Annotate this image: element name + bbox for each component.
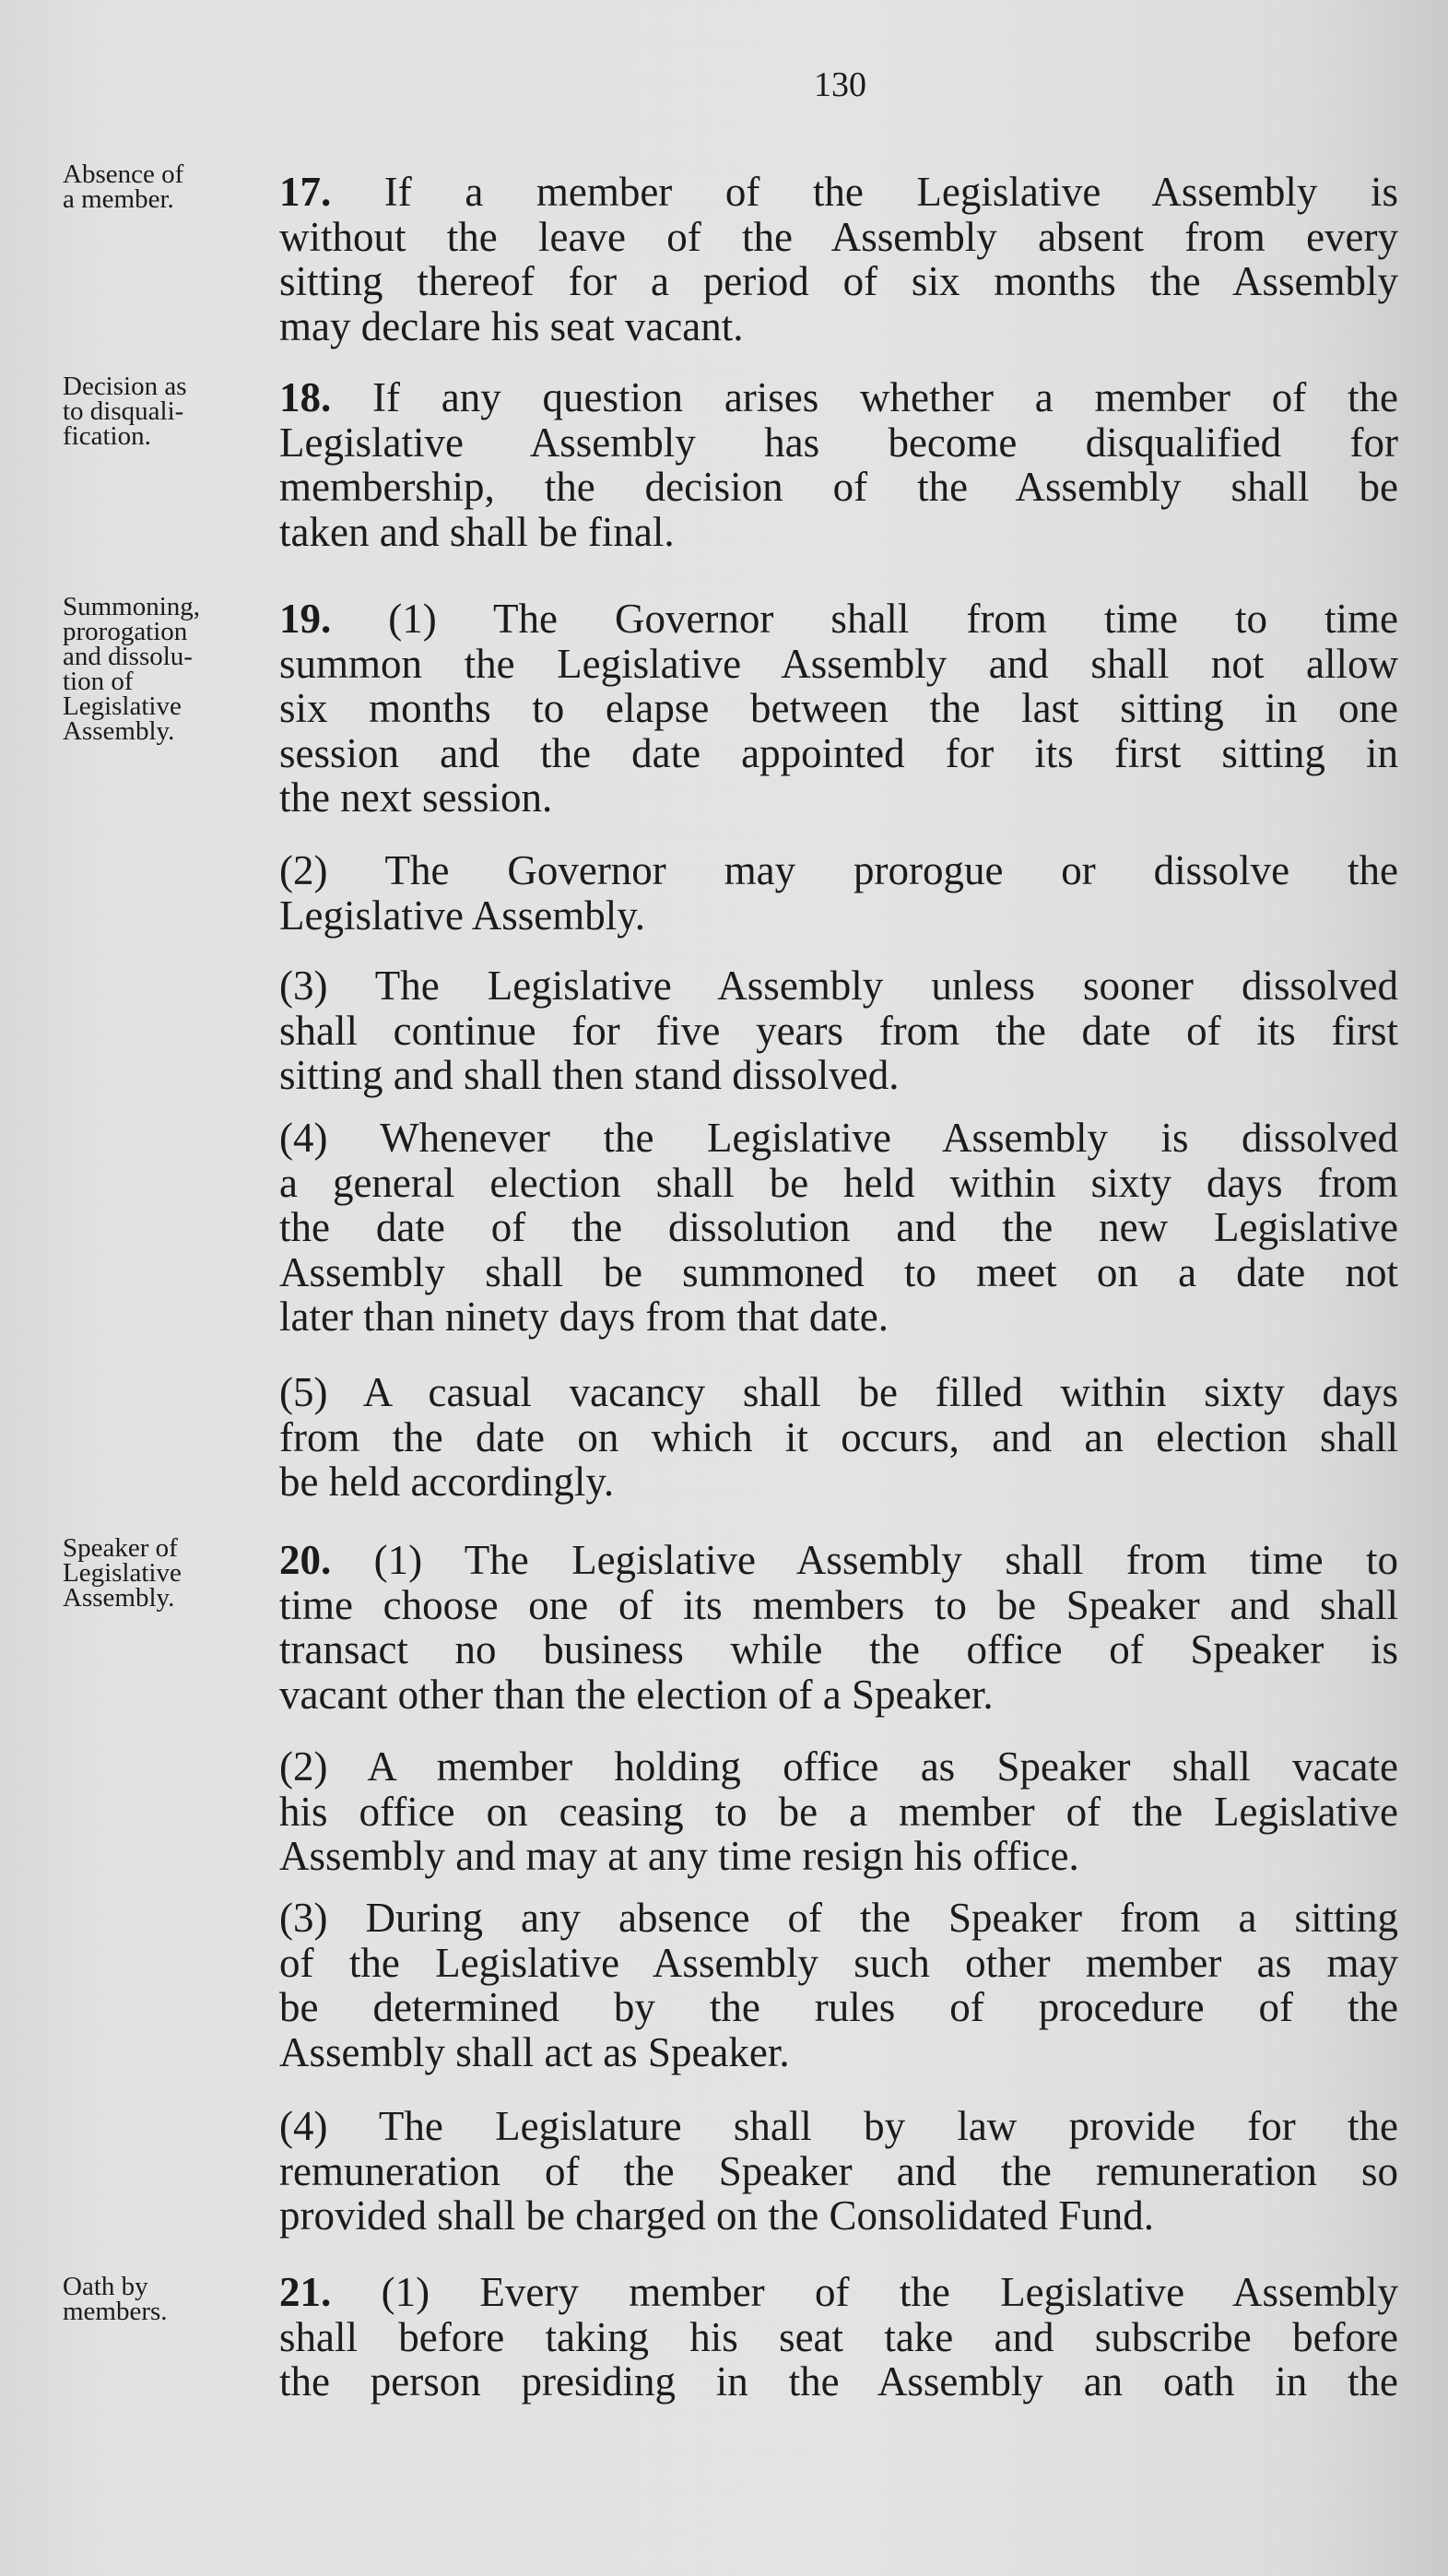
- margin-note-line: and dissolu-: [63, 642, 193, 671]
- margin-note-line: to disquali-: [63, 396, 184, 426]
- text-line: [279, 1205, 1398, 1250]
- text-line: [279, 963, 1398, 1009]
- line-text: later than ninety days from that date.: [279, 1294, 889, 1341]
- text-line: [279, 775, 1398, 821]
- margin-note: [63, 374, 256, 449]
- text-line: [279, 1116, 1398, 1161]
- subsection-paragraph: [279, 2104, 1398, 2239]
- margin-note-line: prorogation: [63, 617, 188, 646]
- line-text: his office on ceasing to be a member of the Legislative: [279, 1788, 1398, 1835]
- section-number: 20.: [279, 1537, 332, 1583]
- text-line: [279, 215, 1398, 260]
- text-line: [279, 1627, 1398, 1672]
- line-text: sitting thereof for a period of six months the Assembly: [279, 258, 1398, 305]
- line-text: may declare his seat vacant.: [279, 302, 744, 349]
- line-text: summon the Legislative Assembly and shall not allow: [279, 640, 1398, 687]
- line-text: (5) A casual vacancy shall be filled within sixty days: [279, 1369, 1398, 1415]
- text-line: [279, 1370, 1398, 1415]
- margin-note-line: Legislative: [63, 1558, 182, 1588]
- text-line: [279, 1459, 1398, 1505]
- line-text: Legislative Assembly has become disqualified for: [279, 419, 1398, 466]
- line-text: Assembly shall act as Speaker.: [279, 2028, 790, 2075]
- subsection-paragraph: [279, 1116, 1398, 1340]
- line-text: the date of the dissolution and the new Legislative: [279, 1204, 1398, 1251]
- line-text: the person presiding in the Assembly an oath in the: [279, 2358, 1398, 2405]
- text-line: [279, 1415, 1398, 1460]
- margin-note-line: Assembly.: [63, 1583, 175, 1613]
- line-text: (2) The Governor may prorogue or dissolve the: [279, 847, 1398, 893]
- line-text: the next session.: [279, 774, 553, 821]
- section-number: 21.: [279, 2269, 332, 2315]
- line-text: sitting and shall then stand dissolved.: [279, 1052, 900, 1099]
- margin-note: [63, 592, 256, 746]
- text-line: [279, 1250, 1398, 1295]
- section-paragraph: [279, 2270, 1398, 2405]
- line-text: time choose one of its members to be Speaker and shall: [279, 1581, 1398, 1628]
- margin-note-line: tion of: [63, 667, 134, 696]
- margin-note-line: fication.: [63, 421, 151, 451]
- text-line: [279, 1583, 1398, 1628]
- text-line: [279, 1896, 1398, 1941]
- text-line: [279, 2270, 1398, 2315]
- line-text: (1) Every member of the Legislative Assembly: [331, 2269, 1398, 2315]
- subsection-paragraph: [279, 848, 1398, 938]
- line-text: shall before taking his seat take and subscribe before: [279, 2313, 1398, 2360]
- text-line: [279, 893, 1398, 939]
- line-text: Assembly and may at any time resign his office.: [279, 1833, 1079, 1880]
- section-number: 17.: [279, 169, 332, 215]
- text-line: [279, 1009, 1398, 1054]
- margin-note: [63, 162, 256, 212]
- text-line: [279, 731, 1398, 776]
- section-paragraph: [279, 170, 1398, 349]
- text-line: [279, 1161, 1398, 1206]
- margin-note-line: Speaker of: [63, 1533, 178, 1563]
- section-number: 18.: [279, 374, 332, 420]
- margin-note: [63, 1533, 256, 1613]
- text-line: [279, 848, 1398, 893]
- line-text: If a member of the Legislative Assembly is: [331, 169, 1398, 215]
- margin-note-line: members.: [63, 2297, 168, 2326]
- margin-note-line: Summoning,: [63, 592, 201, 621]
- text-line: [279, 170, 1398, 215]
- line-text: from the date on which it occurs, and an election shall: [279, 1413, 1398, 1460]
- text-line: [279, 304, 1398, 349]
- page-number: 130: [814, 65, 866, 104]
- text-line: [279, 2315, 1398, 2360]
- margin-note-line: Legislative: [63, 691, 182, 721]
- text-line: [279, 1744, 1398, 1790]
- line-text: of the Legislative Assembly such other member as may: [279, 1939, 1398, 1986]
- text-line: [279, 1053, 1398, 1098]
- line-text: (1) The Legislative Assembly shall from time to: [331, 1537, 1398, 1583]
- text-line: [279, 2359, 1398, 2405]
- subsection-paragraph: [279, 963, 1398, 1098]
- line-text: Assembly shall be summoned to meet on a date not: [279, 1248, 1398, 1295]
- line-text: be determined by the rules of procedure of the: [279, 1984, 1398, 2031]
- text-line: [279, 1672, 1398, 1718]
- text-line: [279, 597, 1398, 642]
- text-line: [279, 2030, 1398, 2075]
- line-text: vacant other than the election of a Speaker.: [279, 1671, 994, 1718]
- text-line: [279, 420, 1398, 466]
- margin-note-line: a member.: [63, 184, 174, 214]
- section-number: 19.: [279, 596, 332, 642]
- subsection-paragraph: [279, 1896, 1398, 2074]
- subsection-paragraph: [279, 1370, 1398, 1505]
- text-line: [279, 510, 1398, 555]
- text-line: [279, 1538, 1398, 1583]
- line-text: (4) The Legislature shall by law provide for the: [279, 2103, 1398, 2149]
- line-text: (1) The Governor shall from time to time: [331, 596, 1398, 642]
- text-line: [279, 1790, 1398, 1835]
- text-line: [279, 1294, 1398, 1340]
- margin-note-line: Absence of: [63, 160, 184, 189]
- subsection-paragraph: [279, 1744, 1398, 1879]
- line-text: (2) A member holding office as Speaker shall vacate: [279, 1743, 1398, 1790]
- line-text: Legislative Assembly.: [279, 892, 646, 939]
- text-line: [279, 642, 1398, 687]
- line-text: (3) The Legislative Assembly unless sooner dissolved: [279, 963, 1398, 1009]
- line-text: without the leave of the Assembly absent from every: [279, 213, 1398, 260]
- margin-note-line: Assembly.: [63, 716, 175, 746]
- line-text: taken and shall be final.: [279, 508, 675, 555]
- line-text: provided shall be charged on the Consolidated Fund.: [279, 2192, 1154, 2239]
- text-line: [279, 465, 1398, 510]
- section-paragraph: [279, 1538, 1398, 1717]
- line-text: a general election shall be held within sixty days from: [279, 1159, 1398, 1206]
- section-paragraph: [279, 597, 1398, 821]
- margin-note-line: Oath by: [63, 2272, 148, 2301]
- line-text: If any question arises whether a member of the: [331, 374, 1398, 420]
- line-text: be held accordingly.: [279, 1459, 615, 1506]
- line-text: shall continue for five years from the date of its first: [279, 1007, 1398, 1054]
- text-line: [279, 1834, 1398, 1879]
- line-text: session and the date appointed for its first sitting in: [279, 729, 1398, 776]
- text-line: [279, 1985, 1398, 2030]
- line-text: transact no business while the office of Speaker is: [279, 1626, 1398, 1673]
- text-line: [279, 2104, 1398, 2149]
- text-line: [279, 375, 1398, 420]
- text-line: [279, 2193, 1398, 2239]
- line-text: (4) Whenever the Legislative Assembly is dissolved: [279, 1115, 1398, 1161]
- margin-note-line: Decision as: [63, 372, 187, 401]
- text-line: [279, 1941, 1398, 1986]
- line-text: (3) During any absence of the Speaker from a sitting: [279, 1895, 1398, 1941]
- text-line: [279, 686, 1398, 731]
- text-line: [279, 2149, 1398, 2194]
- line-text: membership, the decision of the Assembly shall be: [279, 464, 1398, 511]
- margin-note: [63, 2272, 256, 2326]
- section-paragraph: [279, 375, 1398, 554]
- line-text: six months to elapse between the last sitting in one: [279, 685, 1398, 732]
- line-text: remuneration of the Speaker and the remuneration so: [279, 2147, 1398, 2194]
- text-line: [279, 259, 1398, 304]
